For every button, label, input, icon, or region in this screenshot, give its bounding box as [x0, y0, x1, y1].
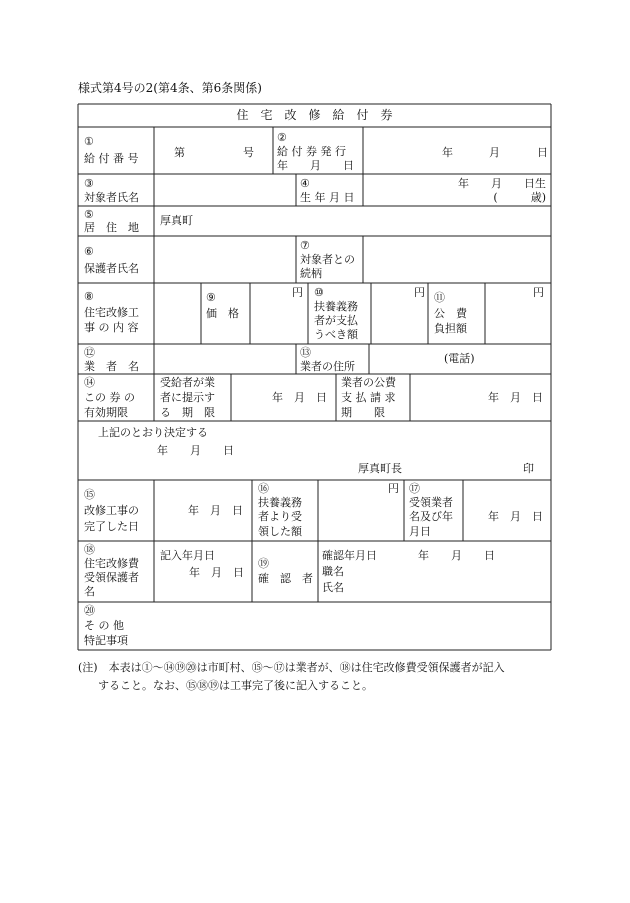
- validity-label-2: 有効期限: [84, 406, 128, 419]
- item-number-5: ⑤: [84, 208, 94, 221]
- age-value: ( 歳): [493, 191, 546, 204]
- completion-date-label-2: 完了した日: [84, 520, 139, 533]
- form-label: 様式第4号の2(第4条、第6条関係): [78, 81, 262, 95]
- residence-label: 居 住 地: [84, 221, 139, 234]
- receiving-contractor-label-3: 月日: [409, 525, 431, 538]
- receiving-guardian-label-3: 名: [84, 585, 95, 598]
- item-number-12: ⑫: [84, 346, 95, 359]
- month-label: 月: [489, 146, 500, 159]
- receiving-contractor-date: 年 月 日: [488, 510, 543, 523]
- obligor-payment-label-2: 者が支払: [314, 314, 358, 327]
- other-notes-label-1: そ の 他: [84, 619, 124, 632]
- receiving-contractor-label-1: 受領業者: [409, 496, 453, 509]
- obligor-payment-label-3: うべき額: [314, 328, 358, 341]
- other-notes-label-2: 特記事項: [84, 634, 128, 647]
- day-label: 日: [537, 146, 548, 159]
- item-number-13: ⑬: [300, 346, 311, 359]
- obligor-payment-label-1: 扶養義務: [314, 300, 358, 313]
- item-number-20: ⑳: [84, 604, 95, 617]
- phone-label: (電話): [444, 352, 475, 365]
- yen-10: 円: [414, 286, 425, 299]
- yen-9: 円: [292, 286, 303, 299]
- post-label: 職名: [322, 565, 344, 578]
- item-number-9: ⑨: [206, 291, 216, 304]
- issue-date-label: 年 月 日: [277, 159, 354, 172]
- issue-label: 給 付 券 発 行: [277, 145, 346, 158]
- item-number-11: ⑪: [434, 291, 445, 304]
- claim-deadline-label-3: 期 限: [341, 406, 385, 419]
- confirm-date-value: 年 月 日: [418, 549, 495, 562]
- received-amount-label-1: 扶養義務: [258, 496, 302, 509]
- item-number-14: ⑭: [84, 376, 95, 389]
- item-number-7: ⑦: [300, 239, 310, 252]
- item-number-8: ⑧: [84, 290, 94, 303]
- item-number-6: ⑥: [84, 245, 94, 258]
- item-number-2: ②: [277, 131, 287, 144]
- item-number-10: ⑩: [314, 286, 324, 299]
- work-content-label-2: 事 の 内 容: [84, 321, 139, 334]
- entry-date-value: 年 月 日: [189, 566, 244, 579]
- contractor-name-label: 業 者 名: [84, 360, 139, 373]
- contractor-address-label: 業者の住所: [300, 360, 355, 373]
- receiving-guardian-label-1: 住宅改修費: [84, 557, 139, 570]
- completion-date-label-1: 改修工事の: [84, 504, 139, 517]
- relation-label-2: 続柄: [300, 267, 322, 280]
- received-amount-label-2: 者より受: [258, 510, 302, 523]
- yen-16: 円: [388, 482, 399, 495]
- item-number-4: ④: [300, 177, 310, 190]
- dai-label: 第: [174, 146, 185, 159]
- price-label: 価 格: [206, 307, 239, 320]
- item-number-3: ③: [84, 177, 94, 190]
- subject-name-label: 対象者氏名: [84, 191, 139, 204]
- item-number-1: ①: [84, 135, 94, 148]
- decision-date: 年 月 日: [157, 444, 234, 457]
- form-title: 住 宅 改 修 給 付 券: [236, 108, 393, 122]
- birthdate-label: 生 年 月 日: [300, 191, 355, 204]
- presentation-deadline-label-2: 者に提示す: [160, 391, 215, 404]
- receiving-contractor-label-2: 名及び年: [409, 510, 453, 523]
- validity-label-1: この 券 の: [84, 391, 135, 404]
- received-amount-label-3: 領した額: [258, 525, 302, 538]
- entry-date-label: 記入年月日: [160, 549, 215, 562]
- footnote-line-2: すること。なお、⑮⑱⑲は工事完了後に記入すること。: [98, 679, 373, 692]
- public-expense-label-2: 負担額: [434, 322, 467, 335]
- go-label: 号: [243, 146, 254, 159]
- completion-date-value: 年 月 日: [188, 504, 243, 517]
- year-label: 年: [442, 146, 453, 159]
- item-number-19: ⑲: [258, 557, 269, 570]
- presentation-deadline-label-3: る 期 限: [160, 406, 215, 419]
- receiving-guardian-label-2: 受領保護者: [84, 571, 139, 584]
- seal-mark: 印: [523, 462, 534, 475]
- footnote-line-1: (注) 本表は①～⑭⑲⑳は市町村、⑮～⑰は業者が、⑱は住宅改修費受領保護者が記入: [78, 661, 505, 674]
- claim-deadline-date: 年 月 日: [488, 391, 543, 404]
- work-content-label-1: 住宅改修工: [84, 306, 139, 319]
- mayor-label: 厚真町長: [358, 462, 402, 475]
- decision-text: 上記のとおり決定する: [98, 426, 208, 439]
- claim-deadline-label-1: 業者の公費: [341, 376, 396, 389]
- item-number-16: ⑯: [258, 482, 269, 495]
- yen-11: 円: [533, 286, 544, 299]
- birthdate-value: 年 月 日生: [458, 177, 546, 190]
- confirmer-label: 確 認 者: [258, 572, 313, 585]
- name-label: 氏名: [322, 581, 344, 594]
- claim-deadline-label-2: 支 払 請 求: [341, 391, 396, 404]
- item-number-15: ⑮: [84, 488, 95, 501]
- benefit-number-label: 給 付 番 号: [84, 152, 139, 165]
- item-number-17: ⑰: [409, 482, 420, 495]
- presentation-deadline-label-1: 受給者が業: [160, 376, 215, 389]
- relation-label-1: 対象者との: [300, 253, 355, 266]
- guardian-name-label: 保護者氏名: [84, 262, 139, 275]
- public-expense-label-1: 公 費: [434, 307, 467, 320]
- residence-value: 厚真町: [160, 214, 193, 227]
- confirm-date-label: 確認年月日: [322, 549, 377, 562]
- item-number-18: ⑱: [84, 543, 95, 556]
- presentation-deadline-date: 年 月 日: [272, 391, 327, 404]
